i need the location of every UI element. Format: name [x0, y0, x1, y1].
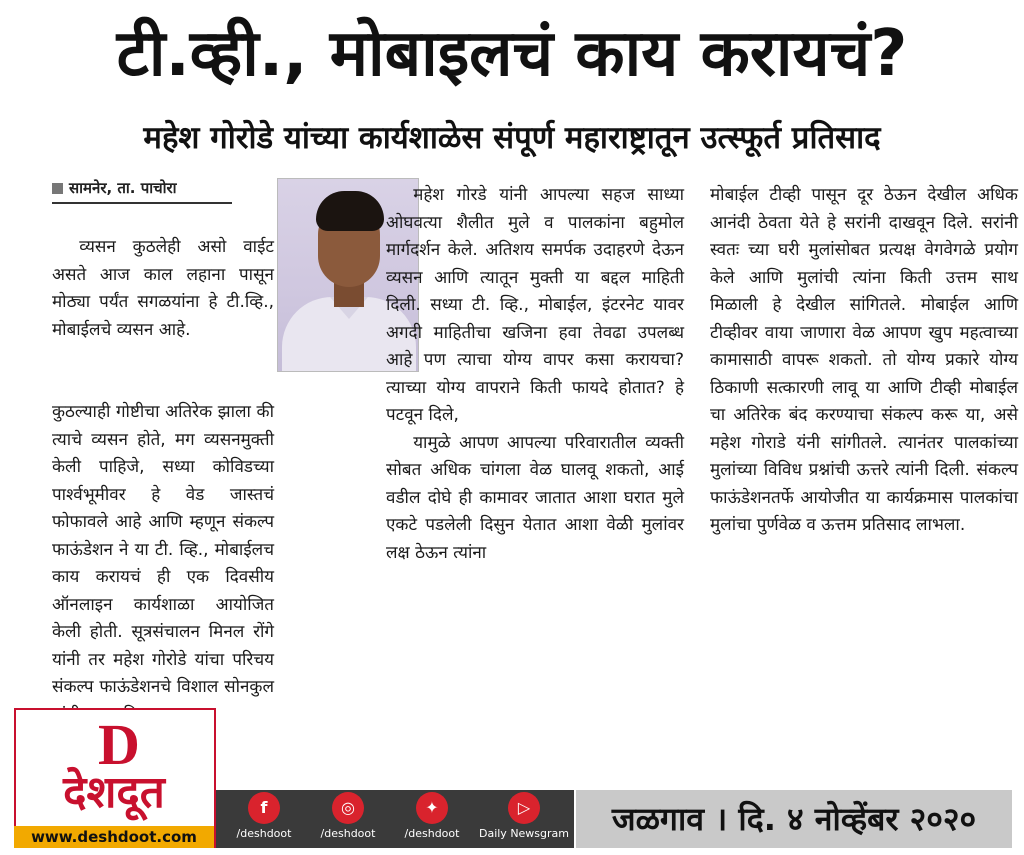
website-url: www.deshdoot.com: [14, 826, 214, 848]
dateline: जळगाव । दि. ४ नोव्हेंबर २०२०: [576, 790, 1012, 848]
facebook-icon: f: [248, 792, 280, 824]
instagram-icon: ◎: [332, 792, 364, 824]
social-bar: [216, 790, 574, 848]
logo-letter: D: [98, 712, 140, 777]
byline: [52, 178, 232, 204]
social-label: /deshdoot: [236, 827, 292, 840]
byline-square-icon: [52, 183, 63, 194]
headline: टी.व्ही., मोबाइलचं काय करायचं?: [116, 17, 908, 91]
newsgram-icon: ▷: [508, 792, 540, 824]
article-column-3: [710, 182, 1018, 540]
subheadline: महेश गोरोडे यांच्या कार्यशाळेस संपूर्ण महाराष्ट्रातून उत्स्फूर्त प्रतिसाद: [143, 120, 881, 156]
byline-text: सामनेर, ता. पाचोरा: [69, 179, 177, 197]
article-paragraph: मोबाईल टीव्ही पासून दूर ठेऊन देखील अधिक आनंदी ठेवता येते हे सरांनी दाखवून दिले. सरांनी स्वतः च्या घरी मुलांसोबत प्रत्यक्ष वेगवेगळे प्रयोग केले आणि मुलांची त्यांना किती उत्तम साथ मिळाली हे देखील सांगितले. मोबाईल आणि टीव्हीवर वाया जाणारा वेळ आपण खुप महत्वाच्या कामासाठी वापरू शकतो. तो योग्य प्रकारे योग्य ठिकाणी सत्कारणी लावू या आणि टीव्ही मोबाईल चा अतिरेक बंद करण्याचा संकल्प करू या, असे महेश गोराडे यंनी सांगीतले. त्यानंतर पालकांच्या मुलांच्या विविध प्रश्नांची ऊत्तरे त्यांनी दिली. संकल्प फाऊंडेशनतर्फे आयोजीत या कार्यक्रमास पालकांचा मुलांचा पुर्णवेळ व ऊत्तम प्रतिसाद लाभला.: [710, 185, 1018, 535]
article-paragraph: व्यसन कुठलेही असो वाईट असते आज काल लहाना पासून मोठ्या पर्यंत सगळयांना हे टी.व्हि., मोबाईलचे व्यसन आहे.: [52, 237, 274, 340]
social-label: Daily Newsgram: [478, 827, 569, 840]
article-paragraph: यामुळे आपण आपल्या परिवारातील व्यक्ती सोबत अधिक चांगला वेळ घालवू शकतो, आई वडील दोघे ही कामावर जातात आशा घरात मुले एकटे पडलेली दिसुन येतात आशा वेळी मुलांवर लक्ष ठेऊन त्यांना: [386, 432, 684, 563]
logo-wordmark: देशदूत: [63, 767, 165, 818]
article-column-1-bottom: [52, 399, 274, 729]
social-label: /deshdoot: [404, 827, 460, 840]
twitter-icon: ✦: [416, 792, 448, 824]
social-item-twitter[interactable]: [392, 792, 472, 840]
deshdoot-logo: [14, 708, 214, 848]
photo-hair: [316, 191, 384, 231]
article-paragraph: कुठल्याही गोष्टीचा अतिरेक झाला की त्याचे व्यसन होते, मग व्यसनमुक्ती केली पाहिजे, सध्या कोविडच्या पार्श्वभूमीवर हे वेड जास्तचं फोफावले आहे आणि म्हणून संकल्प फाऊंडेशन ने या टी. व्हि., मोबाईलच काय करायचं ही एक दिवसीय ऑनलाइन कार्यशाळा आयोजित केली होती. सूत्रसंचालन मिनल रोंगे यांनी तर महेश गोरोडे यांचा परिचय संकल्प फाऊंडेशनचे विशाल सोनकुल: [52, 402, 274, 697]
social-label: /deshdoot: [320, 827, 376, 840]
article-column-2: [386, 182, 684, 567]
social-item-newsgram[interactable]: [478, 792, 570, 840]
article-column-1-top: [52, 234, 274, 344]
article-paragraph: महेश गोरडे यांनी आपल्या सहज साध्या ओघवत्या शैलीत मुले व पालकांना बहुमोल मार्गदर्शन केले. अतिशय समर्पक उदाहरणे देऊन व्यसन आणि त्यातून मुक्ती या बद्दल माहिती दिली. सध्या टी. व्हि., मोबाईल, इंटरनेट यावर अगदी माहितीचा खजिना हवा तेवढा उपलब्ध आहे पण त्याचा योग्य वापर कसा करायचा? त्याच्या योग्य वापराने किती फायदे होतात? हे पटवून दिले,: [386, 185, 684, 425]
social-item-facebook[interactable]: [224, 792, 304, 840]
social-item-instagram[interactable]: [308, 792, 388, 840]
